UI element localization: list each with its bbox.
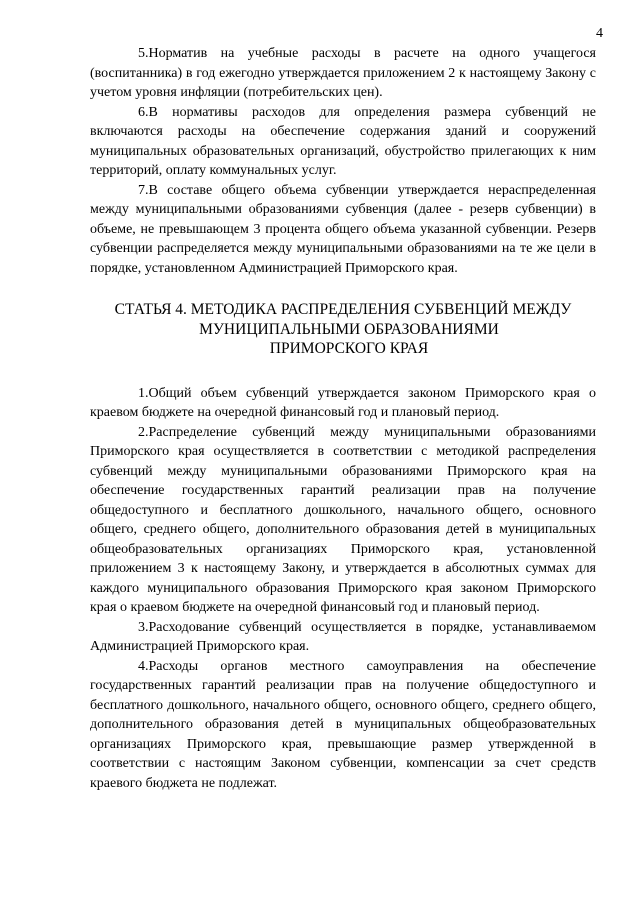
paragraph-5: 5.Норматив на учебные расходы в расчете на одного учащегося (воспитанника) в год ежегодно утверждается приложением 2 к настоящему Закону с учетом уровня инфляции (потребительских цен).	[90, 46, 596, 100]
article4-paragraph-1: 1.Общий объем субвенций утверждается законом Приморского края о краевом бюджете на очередной финансовый год и плановый период.	[90, 385, 596, 420]
article-heading-line-1: СТАТЬЯ 4. МЕТОДИКА РАСПРЕДЕЛЕНИЯ СУБВЕНЦИЙ МЕЖДУ	[114, 301, 572, 318]
page-number: 4	[596, 26, 603, 41]
article-heading-line-3: ПРИМОРСКОГО КРАЯ	[269, 340, 429, 357]
document-body	[90, 44, 596, 793]
paragraph-6: 6.В нормативы расходов для определения размера субвенций не включаются расходы на обеспечение содержания зданий и сооружений муниципальных образовательных организаций, обустройство прилегающих к ним территорий, оплату коммунальных услуг.	[90, 104, 596, 178]
article4-paragraph-2: 2.Распределение субвенций между муниципальными образованиями Приморского края осуществляется в соответствии с методикой распределения субвенций между муниципальными образованиями Приморского края на обеспечение государственных гарантий реализации прав на получение общедоступного и бесплатного дошкольного, начального общего, основного общего, среднего общего, дополнительного образования детей в муниципальных общеобразовательных организациях Приморского края, установленной приложением 3 к настоящему Закону, и утверждается в абсолютных суммах для каждого муниципального образования Приморского края законом Приморского края о краевом бюджете на очередной финансовый год и плановый период.	[90, 424, 596, 615]
article-heading-line-2: МУНИЦИПАЛЬНЫМИ ОБРАЗОВАНИЯМИ	[199, 320, 499, 338]
article-heading	[90, 300, 596, 359]
article4-paragraph-4: 4.Расходы органов местного самоуправления на обеспечение государственных гарантий реализации прав на получение общедоступного и бесплатного дошкольного, начального общего, основного общего, среднего общего, дополнительного образования детей в муниципальных общеобразовательных организациях Приморского края, превышающие размер утвержденной в соответствии с настоящим Законом субвенции, компенсации за счет средств краевого бюджета не подлежат.	[90, 658, 596, 791]
paragraph-7: 7.В составе общего объема субвенции утверждается нераспределенная между муниципальными образованиями субвенция (далее - резерв субвенции) в объеме, не превышающем 3 процента общего объема указанной субвенции. Резерв субвенции распределяется между муниципальными образованиями на те же цели в порядке, установленном Администрацией Приморского края.	[90, 182, 596, 276]
article4-paragraph-3: 3.Расходование субвенций осуществляется в порядке, устанавливаемом Администрацией Приморского края.	[90, 619, 596, 654]
